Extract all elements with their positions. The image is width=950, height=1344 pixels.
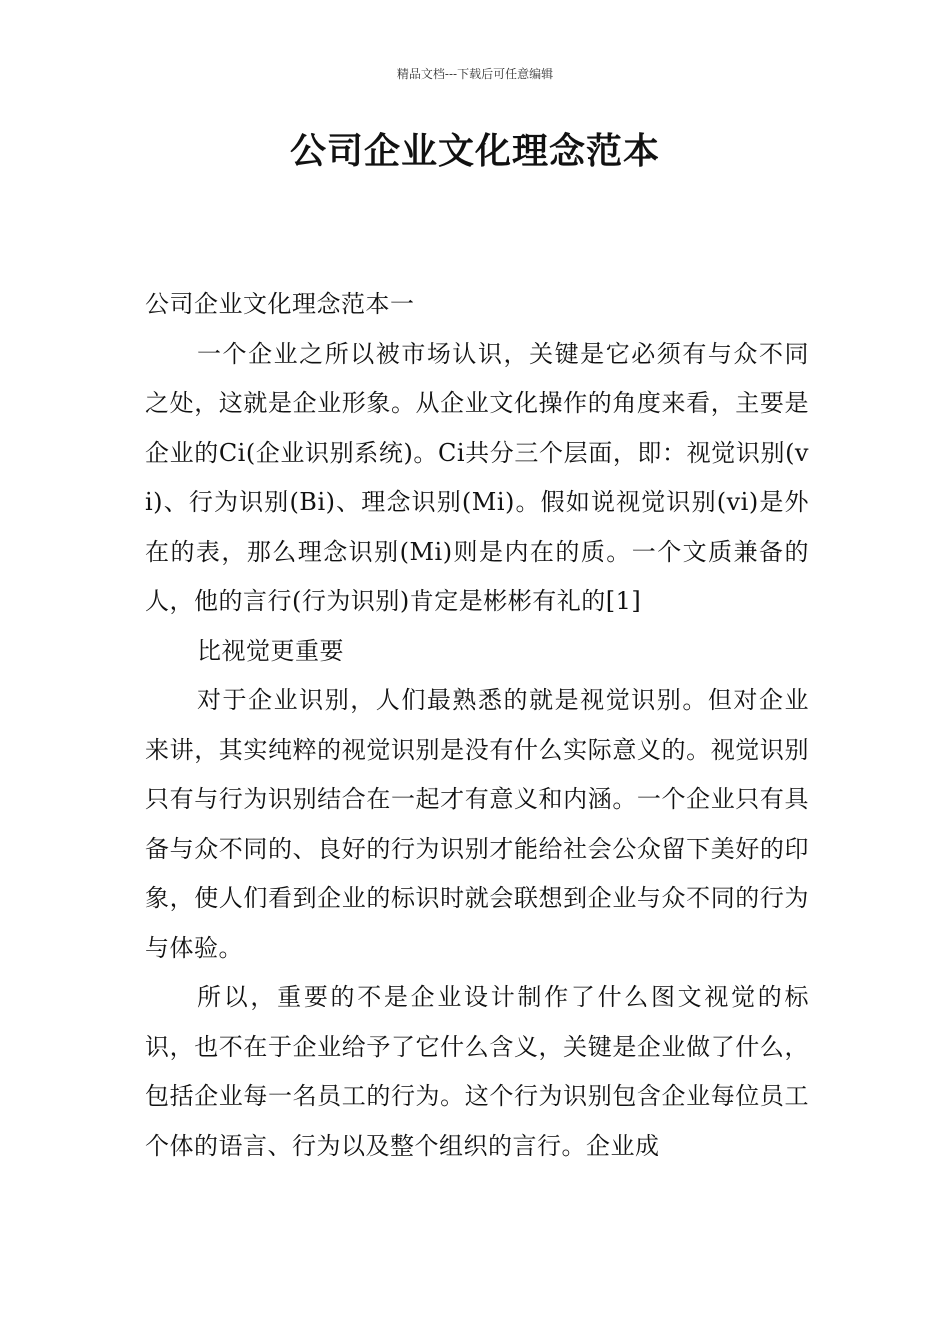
document-title: 公司企业文化理念范本 xyxy=(289,131,660,172)
paragraph-2: 对于企业识别，人们最熟悉的就是视觉识别。但对企业来讲，其实纯粹的视觉识别是没有什么实际意义的。视觉识别只有与行为识别结合在一起才有意义和内涵。一个企业只有具备与众不同的、良好的行为识别才能给社会公众留下美好的印象，使人们看到企业的标识时就会联想到企业与众不同的行为与体验。 xyxy=(145,686,809,962)
section-heading: 公司企业文化理念范本一 xyxy=(145,290,415,318)
header-note: 精品文档---下载后可任意编辑 xyxy=(396,67,554,81)
document-body xyxy=(145,280,809,1171)
paragraph-1: 一个企业之所以被市场认识，关键是它必须有与众不同之处，这就是企业形象。从企业文化操作的角度来看，主要是企业的Ci(企业识别系统)。Ci共分三个层面，即：视觉识别(vi)、行为识别(Bi)、理念识别(Mi)。假如说视觉识别(vi)是外在的表，那么理念识别(Mi)则是内在的质。一个文质兼备的人，他的言行(行为识别)肯定是彬彬有礼的[1] xyxy=(145,339,809,615)
paragraph-3: 所以，重要的不是企业设计制作了什么图文视觉的标识，也不在于企业给予了它什么含义，关键是企业做了什么，包括企业每一名员工的行为。这个行为识别包含企业每位员工个体的语言、行为以及整个组织的言行。企业成 xyxy=(145,983,809,1160)
paragraph-subheading: 比视觉更重要 xyxy=(197,636,344,665)
